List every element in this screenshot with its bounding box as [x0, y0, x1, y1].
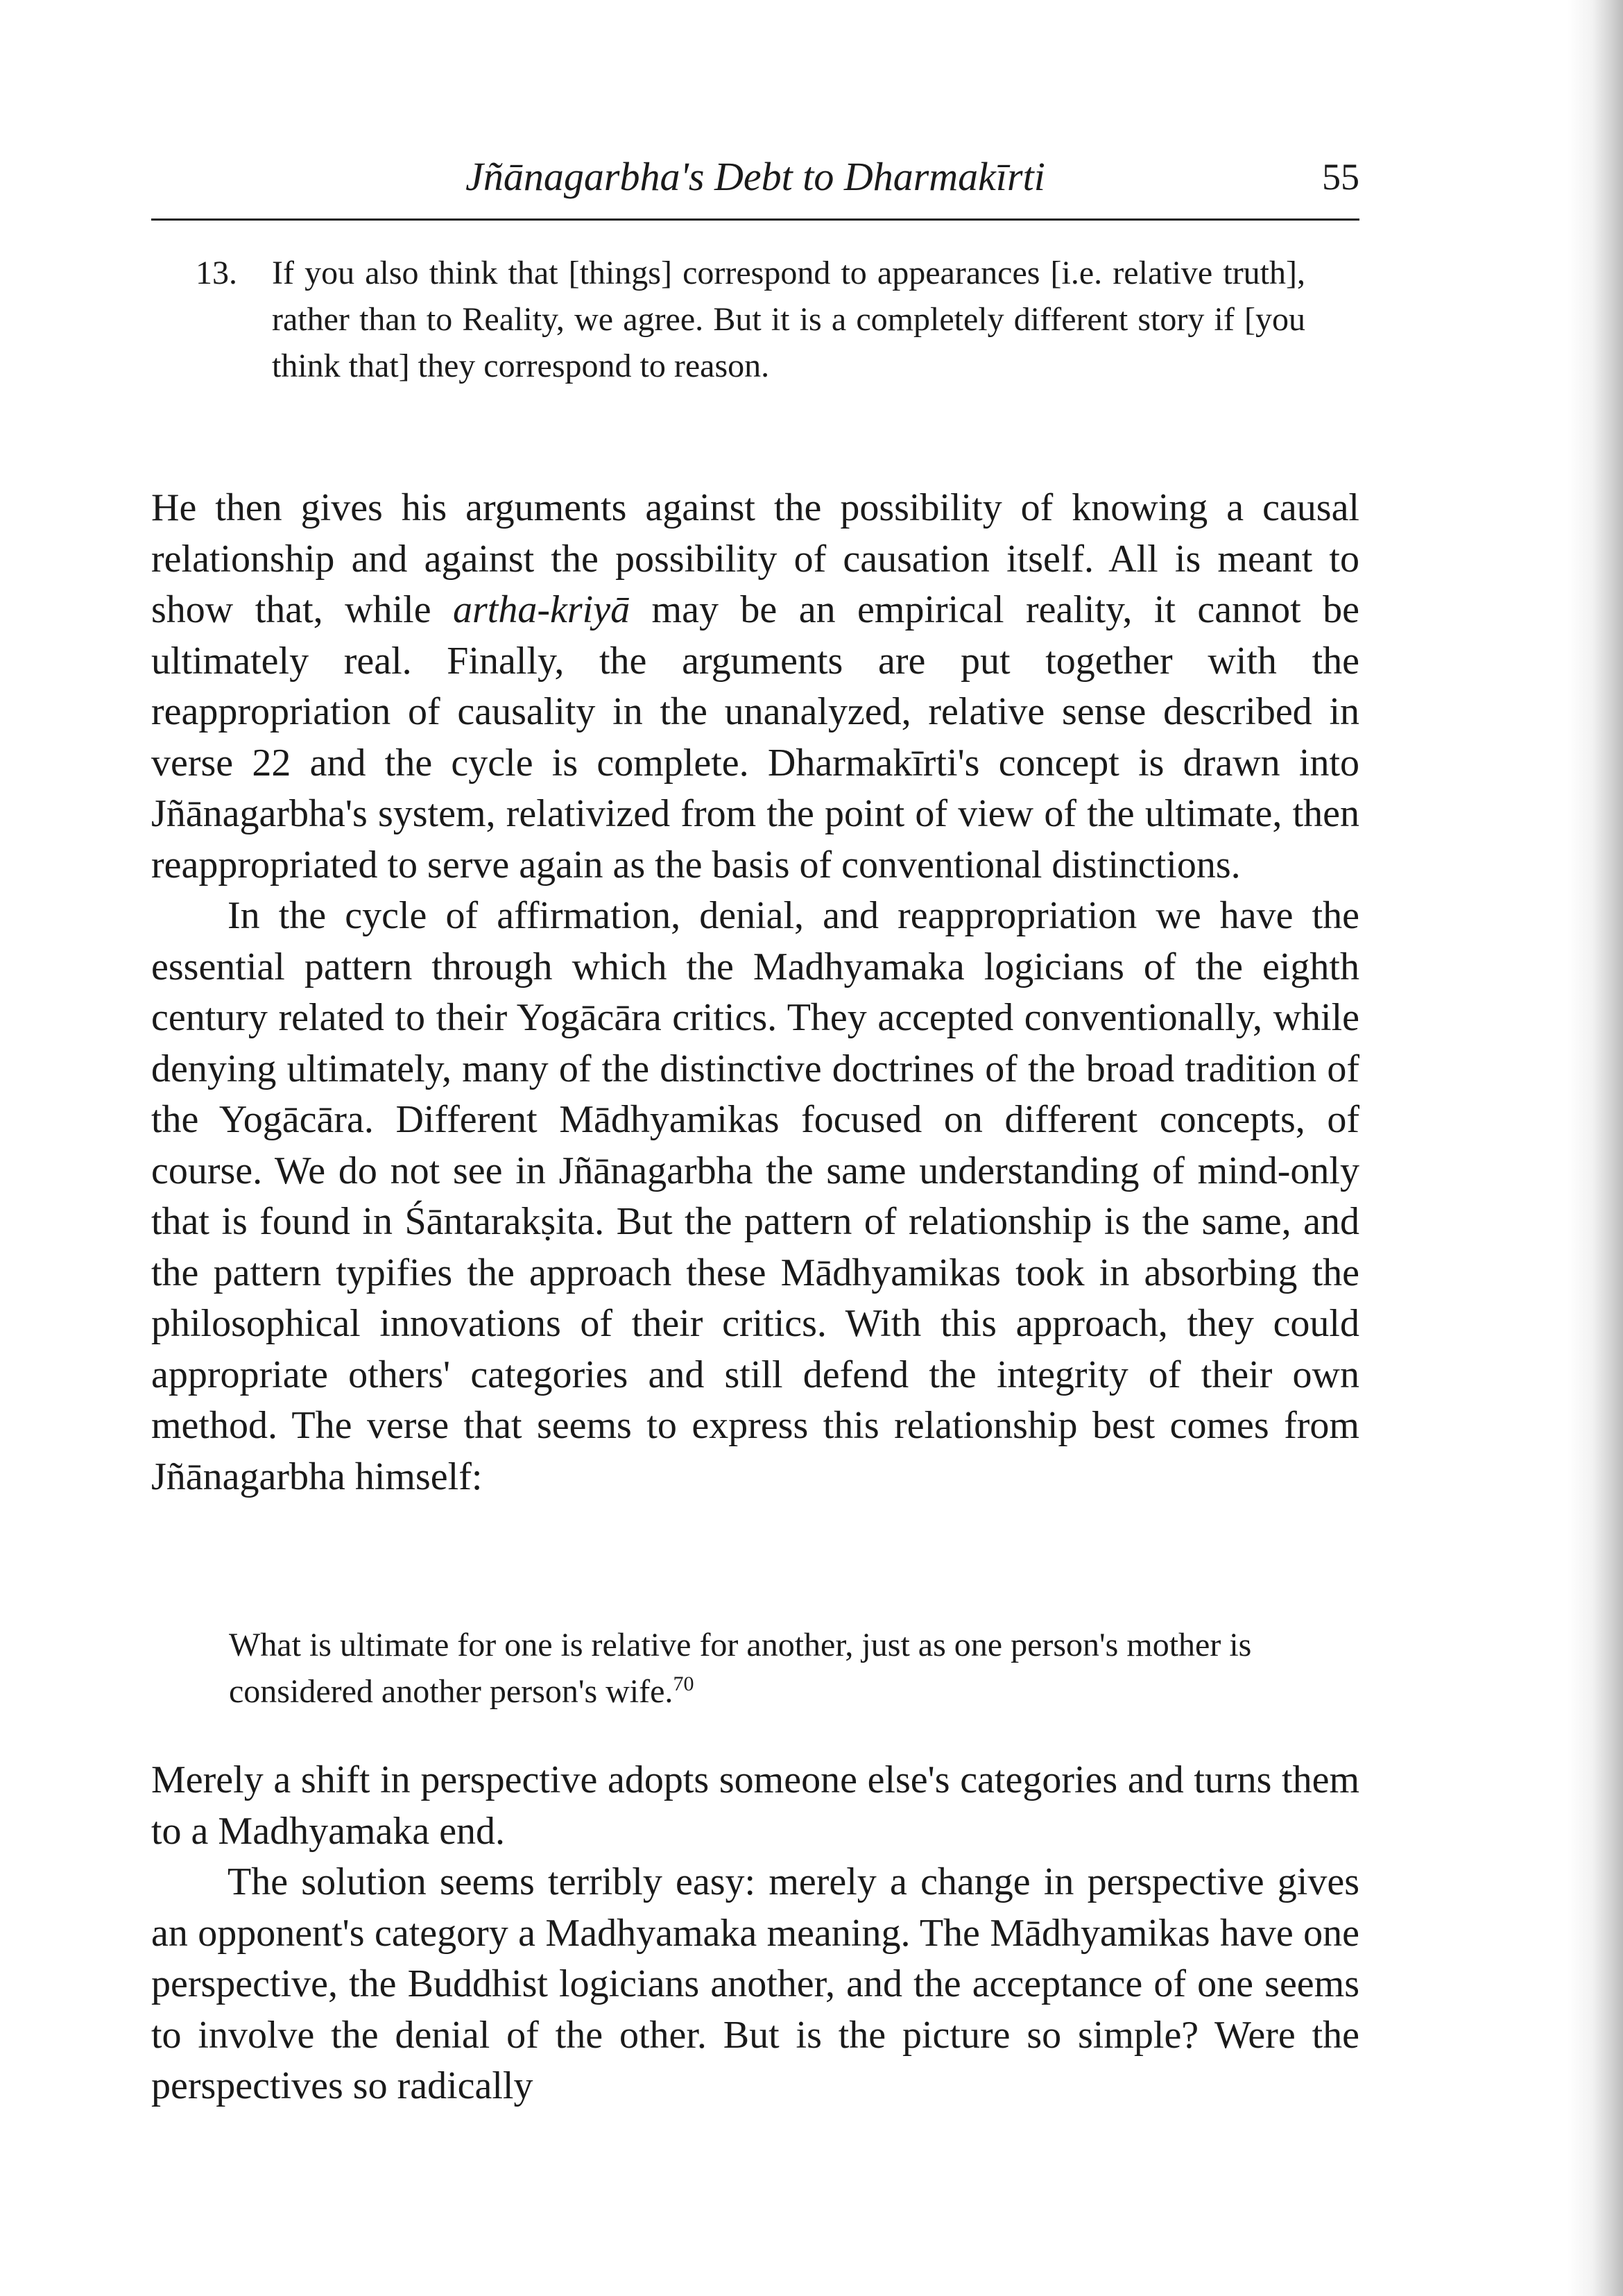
verse-number: 13. [196, 255, 237, 291]
paragraph-solution: The solution seems terribly easy: merely a change in perspective gives an opponent's category a Madhyamaka meaning. The Mādhyamikas have one perspective, the Buddhist logicians another, and the acceptance of one seems to involve the denial of the other. But is the picture so simple? Were the perspectives so radically [151, 1860, 1359, 2107]
running-title: Jñānagarbha's Debt to Dharmakīrti [465, 154, 1045, 199]
paragraph-cycle: In the cycle of affirmation, denial, and reappropriation we have the essential pattern through which the Madhyamaka logicians of the eighth century related to their Yogācāra critics. They accepted conventionally, while denying ultimately, many of the distinctive doctrines of the broad tradition of the Yogācāra. Different Mādhyamikas focused on different concepts, of course. We do not see in Jñānagarbha the same understanding of mind-only that is found in Śāntarakṣita. But the pattern of relationship is the same, and the pattern typifies the approach these Mādhyamikas took in absorbing the philosophical innovations of their critics. With this approach, they could appropriate others' categories and still defend the integrity of their own method. The verse that seems to express this relationship best comes from Jñānagarbha himself: [151, 894, 1359, 1498]
paragraph-arguments-end: may be an empirical reality, it cannot be ultimately real. Finally, the arguments are put together with the reappropriation of causality in the unanalyzed, relative sense described in verse 22 and the cycle is complete. Dharmakīrti's concept is drawn into Jñānagarbha's system, relativized from the point of view of the ultimate, then reappropriated to serve again as the basis of conventional distinctions. [151, 588, 1359, 886]
paragraph-shift: Merely a shift in perspective adopts someone else's categories and turns them to a Madhyamaka end. [151, 1758, 1359, 1853]
body-text-upper [151, 483, 1359, 1502]
running-head [151, 149, 1359, 219]
scan-edge-shadow [1568, 0, 1623, 2296]
italic-term: artha-kriyā [453, 588, 630, 631]
verse-text: If you also think that [things] correspond to appearances [i.e. relative truth], rather than to Reality, we agree. But it is a completely different story if [you think that] they correspond to reason. [272, 255, 1305, 384]
footnote-marker: 70 [673, 1672, 694, 1695]
numbered-verse-quote [196, 250, 1305, 389]
header-rule [151, 219, 1359, 221]
paragraph-arguments-start: He then gives his arguments against the possibility of knowing a causal relationship and against the possibility of causation itself. All is meant to show that, while [151, 486, 1359, 631]
block-quote [229, 1622, 1325, 1715]
body-text-lower [151, 1755, 1359, 2112]
block-quote-text: What is ultimate for one is relative for another, just as one person's mother is considered another person's wife. [229, 1627, 1252, 1710]
page-number: 55 [1322, 156, 1359, 198]
paragraph-arguments [151, 483, 1359, 891]
